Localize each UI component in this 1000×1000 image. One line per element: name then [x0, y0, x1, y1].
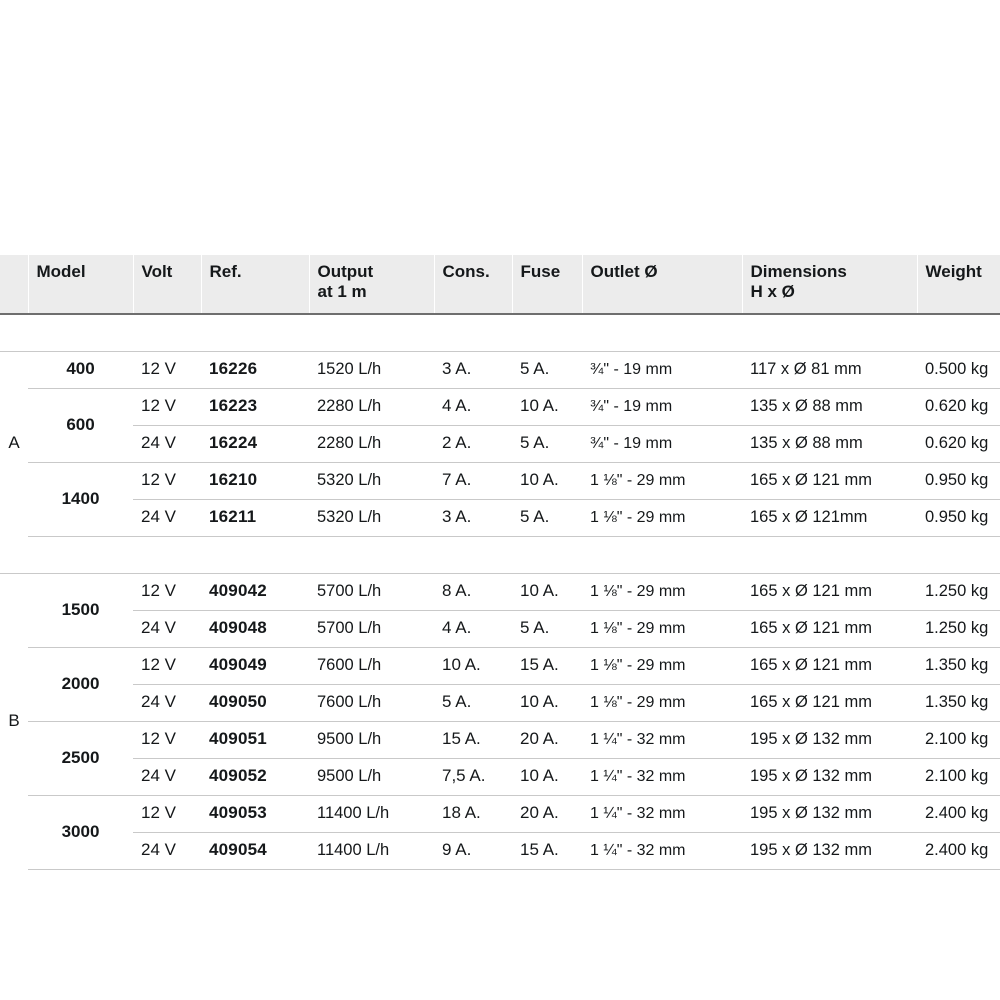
- cell-outlet: ¾" - 19 mm: [582, 389, 742, 426]
- cell-ref: 409053: [201, 796, 309, 833]
- table-row: [0, 611, 1000, 648]
- cell-model: 3000: [28, 796, 133, 870]
- cell-output: 9500 L/h: [309, 759, 434, 796]
- cell-outlet: 1 ⅛" - 29 mm: [582, 574, 742, 611]
- cell-weight: 1.250 kg: [917, 574, 1000, 611]
- specification-table: [0, 255, 1000, 906]
- cell-weight: 0.500 kg: [917, 352, 1000, 389]
- cell-weight: 2.400 kg: [917, 796, 1000, 833]
- cell-weight: 0.950 kg: [917, 500, 1000, 537]
- cell-fuse: 5 A.: [512, 426, 582, 463]
- cell-cons: 4 A.: [434, 611, 512, 648]
- cell-dimensions: 165 x Ø 121 mm: [742, 685, 917, 722]
- cell-volt: 24 V: [133, 759, 201, 796]
- cell-volt: 24 V: [133, 500, 201, 537]
- cell-volt: 12 V: [133, 352, 201, 389]
- group-separator: [0, 537, 1000, 574]
- table-top-rule: [0, 314, 1000, 352]
- cell-fuse: 10 A.: [512, 463, 582, 500]
- cell-ref: 409050: [201, 685, 309, 722]
- cell-volt: 12 V: [133, 389, 201, 426]
- column-header-fuse: Fuse: [512, 255, 582, 314]
- column-header-output: [309, 255, 434, 314]
- cell-model: 1500: [28, 574, 133, 648]
- cell-output: 5700 L/h: [309, 574, 434, 611]
- cell-ref: 409049: [201, 648, 309, 685]
- group-label-b: B: [8, 710, 20, 730]
- cell-cons: 8 A.: [434, 574, 512, 611]
- cell-ref: 409051: [201, 722, 309, 759]
- column-header-outlet: Outlet Ø: [582, 255, 742, 314]
- cell-volt: 24 V: [133, 833, 201, 870]
- table-row: [0, 352, 1000, 389]
- cell-output: 2280 L/h: [309, 426, 434, 463]
- cell-fuse: 5 A.: [512, 352, 582, 389]
- table-header-row: [0, 255, 1000, 314]
- cell-weight: 1.350 kg: [917, 648, 1000, 685]
- specification-table-container: [0, 255, 1000, 906]
- table-row: [0, 500, 1000, 537]
- rule-cell: [0, 870, 1000, 907]
- column-header-weight: Weight: [917, 255, 1000, 314]
- cell-outlet: 1 ⅛" - 29 mm: [582, 500, 742, 537]
- cell-dimensions: 195 x Ø 132 mm: [742, 796, 917, 833]
- cell-output: 7600 L/h: [309, 685, 434, 722]
- cell-weight: 1.250 kg: [917, 611, 1000, 648]
- column-header-dimensions: [742, 255, 917, 314]
- table-row: [0, 833, 1000, 870]
- cell-cons: 15 A.: [434, 722, 512, 759]
- cell-cons: 5 A.: [434, 685, 512, 722]
- cell-dimensions: 165 x Ø 121 mm: [742, 574, 917, 611]
- column-header-output-line1: Output: [317, 262, 374, 281]
- cell-output: 11400 L/h: [309, 796, 434, 833]
- cell-weight: 0.950 kg: [917, 463, 1000, 500]
- column-header-volt: Volt: [133, 255, 201, 314]
- cell-dimensions: 117 x Ø 81 mm: [742, 352, 917, 389]
- column-header-ref: Ref.: [201, 255, 309, 314]
- table-bottom-rule: [0, 870, 1000, 907]
- cell-weight: 0.620 kg: [917, 426, 1000, 463]
- table-row: [0, 759, 1000, 796]
- cell-outlet: 1 ⅛" - 29 mm: [582, 463, 742, 500]
- cell-outlet: 1 ¼" - 32 mm: [582, 796, 742, 833]
- cell-outlet: 1 ⅛" - 29 mm: [582, 611, 742, 648]
- cell-fuse: 10 A.: [512, 574, 582, 611]
- cell-cons: 4 A.: [434, 389, 512, 426]
- cell-fuse: 15 A.: [512, 648, 582, 685]
- cell-cons: 7,5 A.: [434, 759, 512, 796]
- table-row: [0, 685, 1000, 722]
- cell-volt: 24 V: [133, 611, 201, 648]
- cell-outlet: 1 ¼" - 32 mm: [582, 722, 742, 759]
- cell-model: 600: [28, 389, 133, 463]
- cell-volt: 24 V: [133, 426, 201, 463]
- table-header: [0, 255, 1000, 314]
- cell-dimensions: 165 x Ø 121 mm: [742, 648, 917, 685]
- cell-model: 1400: [28, 463, 133, 537]
- cell-weight: 0.620 kg: [917, 389, 1000, 426]
- cell-outlet: 1 ⅛" - 29 mm: [582, 648, 742, 685]
- cell-output: 5700 L/h: [309, 611, 434, 648]
- cell-dimensions: 135 x Ø 88 mm: [742, 389, 917, 426]
- cell-volt: 12 V: [133, 463, 201, 500]
- table-body: [0, 314, 1000, 906]
- cell-dimensions: 165 x Ø 121 mm: [742, 463, 917, 500]
- cell-outlet: ¾" - 19 mm: [582, 352, 742, 389]
- cell-ref: 16211: [201, 500, 309, 537]
- table-row: [0, 796, 1000, 833]
- cell-outlet: 1 ¼" - 32 mm: [582, 833, 742, 870]
- cell-cons: 3 A.: [434, 352, 512, 389]
- cell-model: 2500: [28, 722, 133, 796]
- column-header-output-line2: at 1 m: [317, 281, 367, 301]
- cell-output: 9500 L/h: [309, 722, 434, 759]
- cell-output: 5320 L/h: [309, 500, 434, 537]
- cell-cons: 10 A.: [434, 648, 512, 685]
- cell-ref: 16210: [201, 463, 309, 500]
- column-header-group: [0, 255, 28, 314]
- column-header-cons: Cons.: [434, 255, 512, 314]
- cell-fuse: 5 A.: [512, 500, 582, 537]
- cell-output: 2280 L/h: [309, 389, 434, 426]
- cell-volt: 12 V: [133, 648, 201, 685]
- cell-ref: 16224: [201, 426, 309, 463]
- cell-ref: 16226: [201, 352, 309, 389]
- cell-output: 1520 L/h: [309, 352, 434, 389]
- cell-fuse: 10 A.: [512, 389, 582, 426]
- cell-ref: 409048: [201, 611, 309, 648]
- cell-fuse: 20 A.: [512, 722, 582, 759]
- cell-weight: 2.100 kg: [917, 722, 1000, 759]
- cell-fuse: 5 A.: [512, 611, 582, 648]
- cell-dimensions: 195 x Ø 132 mm: [742, 722, 917, 759]
- cell-dimensions: 165 x Ø 121 mm: [742, 611, 917, 648]
- table-row: [0, 574, 1000, 611]
- cell-fuse: 10 A.: [512, 759, 582, 796]
- column-header-model: Model: [28, 255, 133, 314]
- rule-cell: [0, 537, 1000, 574]
- table-row: [0, 426, 1000, 463]
- cell-ref: 16223: [201, 389, 309, 426]
- cell-cons: 2 A.: [434, 426, 512, 463]
- table-row: [0, 463, 1000, 500]
- cell-dimensions: 135 x Ø 88 mm: [742, 426, 917, 463]
- cell-weight: 2.400 kg: [917, 833, 1000, 870]
- cell-volt: 12 V: [133, 796, 201, 833]
- cell-ref: 409052: [201, 759, 309, 796]
- cell-fuse: 10 A.: [512, 685, 582, 722]
- cell-volt: 12 V: [133, 574, 201, 611]
- cell-output: 7600 L/h: [309, 648, 434, 685]
- cell-dimensions: 195 x Ø 132 mm: [742, 759, 917, 796]
- table-row: [0, 722, 1000, 759]
- column-header-dimensions-line1: Dimensions: [750, 262, 847, 281]
- cell-dimensions: 195 x Ø 132 mm: [742, 833, 917, 870]
- table-row: [0, 648, 1000, 685]
- cell-volt: 24 V: [133, 685, 201, 722]
- cell-output: 5320 L/h: [309, 463, 434, 500]
- cell-fuse: 15 A.: [512, 833, 582, 870]
- cell-outlet: 1 ⅛" - 29 mm: [582, 685, 742, 722]
- cell-cons: 3 A.: [434, 500, 512, 537]
- group-label-a: A: [8, 433, 20, 453]
- cell-cons: 9 A.: [434, 833, 512, 870]
- cell-volt: 12 V: [133, 722, 201, 759]
- cell-output: 11400 L/h: [309, 833, 434, 870]
- cell-dimensions: 165 x Ø 121mm: [742, 500, 917, 537]
- rule-cell: [0, 314, 1000, 352]
- cell-model: 2000: [28, 648, 133, 722]
- cell-cons: 7 A.: [434, 463, 512, 500]
- column-header-dimensions-line2: H x Ø: [750, 281, 795, 301]
- cell-weight: 1.350 kg: [917, 685, 1000, 722]
- cell-outlet: ¾" - 19 mm: [582, 426, 742, 463]
- cell-ref: 409042: [201, 574, 309, 611]
- cell-cons: 18 A.: [434, 796, 512, 833]
- cell-fuse: 20 A.: [512, 796, 582, 833]
- cell-outlet: 1 ¼" - 32 mm: [582, 759, 742, 796]
- cell-ref: 409054: [201, 833, 309, 870]
- cell-weight: 2.100 kg: [917, 759, 1000, 796]
- table-row: [0, 389, 1000, 426]
- cell-model: 400: [28, 352, 133, 389]
